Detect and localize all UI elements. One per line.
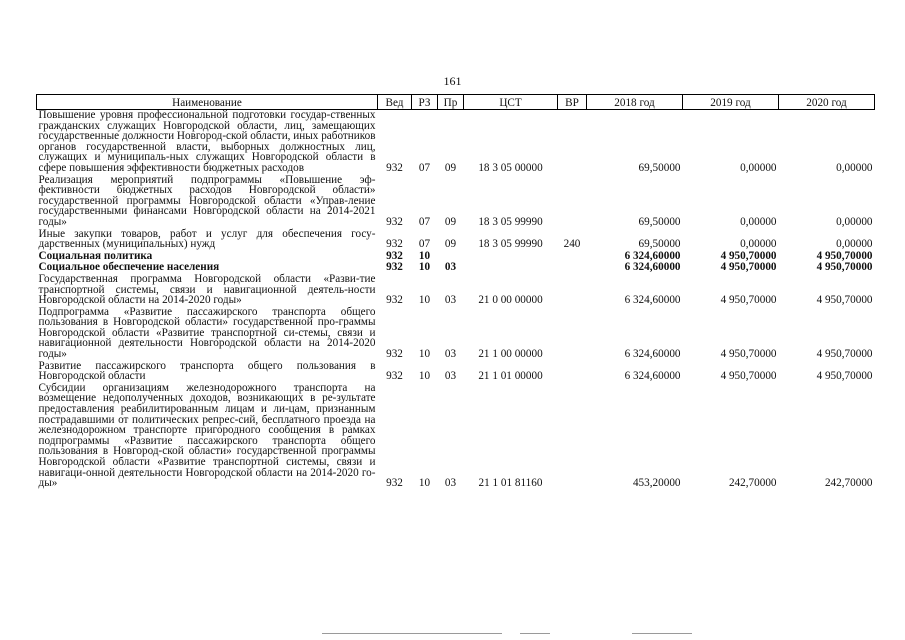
column-header-2019: 2019 год <box>683 95 779 110</box>
cell-ved: 932 <box>386 294 403 307</box>
cell-vr <box>558 251 587 263</box>
cell-2019: 0,00000 <box>740 161 777 174</box>
cell-vr <box>558 175 587 229</box>
cell-vr <box>558 110 587 175</box>
cell-rz: 10 <box>418 370 431 383</box>
cell-rz: 10 <box>418 348 431 361</box>
column-header-rz: РЗ <box>412 95 438 110</box>
cell-rz: 07 <box>418 161 431 174</box>
cell-pr: 03 <box>444 370 457 383</box>
cell-2019: 4 950,70000 <box>720 261 777 274</box>
cell-cst: 21 1 01 00000 <box>478 370 543 383</box>
cell-2018: 453,20000 <box>632 477 681 490</box>
column-header-2020: 2020 год <box>779 95 875 110</box>
cell-2018: 6 324,60000 <box>624 294 681 307</box>
cell-rz: 10 <box>418 294 431 307</box>
cell-2018: 69,50000 <box>638 215 681 228</box>
table-row <box>37 229 875 251</box>
column-header-2018: 2018 год <box>587 95 683 110</box>
column-header-cst: ЦСТ <box>464 95 558 110</box>
cell-cst: 21 0 00 00000 <box>478 294 543 307</box>
table-row <box>37 307 875 361</box>
cell-2020: 0,00000 <box>836 161 873 174</box>
cell-ved: 932 <box>386 215 403 228</box>
cell-2018: 6 324,60000 <box>624 261 681 274</box>
cell-cst: 21 1 00 00000 <box>478 348 543 361</box>
cell-ved: 932 <box>386 161 403 174</box>
cell-2020: 242,70000 <box>824 477 873 490</box>
cell-ved: 932 <box>386 370 403 383</box>
table-body <box>37 110 875 490</box>
cell-2019: 4 950,70000 <box>720 249 777 262</box>
cell-vr <box>558 274 587 307</box>
cell-name: Иные закупки товаров, работ и услуг для обеспечения госу-дарственных (муниципальных) нужд <box>38 227 376 251</box>
cell-cst <box>464 251 558 263</box>
cell-pr: 03 <box>444 261 457 274</box>
cell-name: Реализация мероприятий подпрограммы «Повышение эф-фективности бюджетных расходов Новгородской области» государственной программы Новгородской области «Управ-ление государственными финансами Новгородской области на 2014-2021 годы» <box>38 173 376 228</box>
cell-2018: 6 324,60000 <box>624 370 681 383</box>
cell-ved: 932 <box>386 238 403 251</box>
cell-name: Повышение уровня профессиональной подготовки государ-ственных гражданских служащих Новгородской области, лиц, замещающих государственные должности Новгород-ской области, иных работников органов государственной власти, выборных должностных лиц, служащих и муниципаль-ных служащих Новгородской области в сфере повышения эффективности бюджетных расходов <box>38 109 376 174</box>
cell-name: Социальная политика <box>38 249 153 262</box>
cell-2019: 0,00000 <box>740 238 777 251</box>
cell-2019: 4 950,70000 <box>720 294 777 307</box>
cell-rz: 10 <box>418 477 431 490</box>
cell-2019: 4 950,70000 <box>720 370 777 383</box>
cell-cst: 18 3 05 00000 <box>478 161 543 174</box>
cell-2018: 69,50000 <box>638 238 681 251</box>
cell-2020: 4 950,70000 <box>816 370 873 383</box>
footer-rule-left <box>322 633 502 634</box>
cell-cst: 18 3 05 99990 <box>478 238 543 251</box>
cell-2018: 69,50000 <box>638 161 681 174</box>
cell-cst: 21 1 01 81160 <box>478 477 543 490</box>
table-header-row <box>37 95 875 110</box>
cell-pr: 03 <box>444 294 457 307</box>
cell-vr <box>558 383 587 490</box>
cell-cst: 18 3 05 99990 <box>478 215 543 228</box>
cell-name: Государственная программа Новгородской области «Разви-тие транспортной системы, связи и навигационной деятель-ности Новгородской области на 2014-2020 годы» <box>38 272 376 307</box>
cell-2020: 4 950,70000 <box>816 294 873 307</box>
cell-2020: 4 950,70000 <box>816 348 873 361</box>
cell-ved: 932 <box>386 348 403 361</box>
cell-ved: 932 <box>386 477 403 490</box>
page-number: 161 <box>443 74 462 88</box>
cell-rz: 10 <box>418 261 431 274</box>
column-header-vr: ВР <box>558 95 587 110</box>
cell-2019: 242,70000 <box>728 477 777 490</box>
column-header-name: Наименование <box>37 95 378 110</box>
cell-ved: 932 <box>386 261 403 274</box>
cell-2019: 4 950,70000 <box>720 348 777 361</box>
cell-name: Подпрограмма «Развитие пассажирского транспорта общего пользования в Новгородской области» государственной про-граммы Новгородской области «Развитие транспортной си-стемы, связи и навигационной деятельности Новгородской области на 2014-2020 годы» <box>38 305 376 361</box>
cell-2019: 0,00000 <box>740 215 777 228</box>
cell-vr <box>558 262 587 274</box>
table-row <box>37 175 875 229</box>
cell-pr: 09 <box>444 161 457 174</box>
cell-2020: 4 950,70000 <box>816 249 873 262</box>
cell-vr <box>558 361 587 383</box>
cell-name: Развитие пассажирского транспорта общего пользования в Новгородской области <box>38 359 376 383</box>
cell-name: Социальное обеспечение населения <box>38 261 220 274</box>
cell-pr: 09 <box>444 238 457 251</box>
cell-pr: 03 <box>444 348 457 361</box>
cell-2018: 6 324,60000 <box>624 249 681 262</box>
table-row <box>37 110 875 175</box>
cell-rz: 07 <box>418 238 431 251</box>
table-row <box>37 383 875 490</box>
cell-vr: 240 <box>563 238 581 251</box>
cell-rz: 07 <box>418 215 431 228</box>
budget-table <box>36 94 875 490</box>
cell-2020: 0,00000 <box>836 215 873 228</box>
cell-cst <box>464 262 558 274</box>
footer-rule-right <box>632 633 692 634</box>
cell-2020: 0,00000 <box>836 238 873 251</box>
cell-pr: 03 <box>444 477 457 490</box>
column-header-pr: Пр <box>438 95 464 110</box>
cell-pr: 09 <box>444 215 457 228</box>
cell-vr <box>558 307 587 361</box>
cell-rz: 10 <box>418 249 431 262</box>
cell-ved: 932 <box>386 249 403 262</box>
table-row <box>37 361 875 383</box>
footer-rule-mid <box>520 633 550 634</box>
column-header-ved: Вед <box>378 95 412 110</box>
cell-2018: 6 324,60000 <box>624 348 681 361</box>
table-row <box>37 274 875 307</box>
cell-name: Субсидии организациям железнодорожного транспорта на возмещение недополученных доходов, возникающих в ре-зультате предоставления реабилитированным лицам и ли-цам, признанным пострадавшими от политических репрес-сий, бесплатного проезда на железнодорожном транспорте пригородного сообщения в рамках подпрограммы «Развитие пассажирского транспорта общего пользования в Новгород-ской области» государственной программы Новгородской области «Развитие транспортной системы, связи и навигаци-онной деятельности Новгородской области на 2014-2020 го-ды» <box>38 381 376 490</box>
cell-2020: 4 950,70000 <box>816 261 873 274</box>
